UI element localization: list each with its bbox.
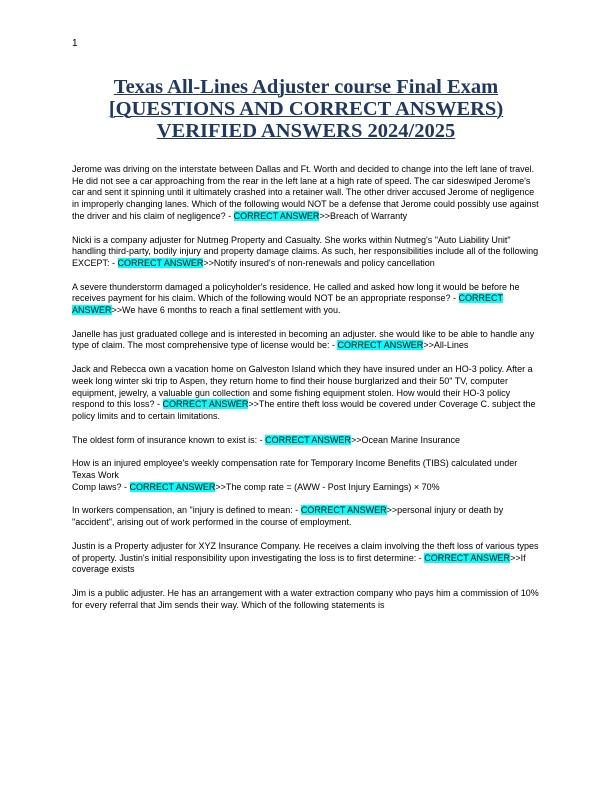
- correct-answer-marker: CORRECT ANSWER: [117, 257, 204, 268]
- page-number: 1: [72, 38, 78, 49]
- answer-text: >>Ocean Marine Insurance: [350, 434, 461, 445]
- question-text: Jack and Rebecca own a vacation home on Galveston Island which they have insured under an HO-3 policy. After a week long winter ski trip to Aspen, they return home to find their house burglarized and their 50" TV, computer equipment, jewelry, a valuable gun collection and some fishing equipment stolen. How would their HO-3 policy respond to this loss? -: [72, 364, 533, 410]
- qa-item-8: [72, 505, 540, 528]
- correct-answer-marker: CORRECT ANSWER: [72, 293, 504, 316]
- question-text: How is an injured employee's weekly compensation rate for Temporary Income Benefits (TIBS) calculated under Texas Work Comp laws? -: [72, 458, 518, 492]
- question-text: Justin is a Property adjuster for XYZ Insurance Company. He receives a claim involving the theft loss of various types of property. Justin's initial responsibility upon investigating the loss is to first determine: -: [72, 540, 539, 563]
- answer-text: >>Breach of Warranty: [319, 210, 408, 221]
- correct-answer-marker: CORRECT ANSWER: [424, 552, 511, 563]
- question-text: A severe thunderstorm damaged a policyholder's residence. He called and asked how long it would be before he receives payment for his claim. Which of the following would NOT be an appropriate response? -: [72, 281, 520, 304]
- qa-item-7: [72, 458, 540, 493]
- qa-item-3: [72, 282, 540, 317]
- qa-item-2: [72, 235, 540, 270]
- title-line-1: Texas All-Lines Adjuster course Final Exam: [113, 76, 499, 98]
- answer-text: >>The entire theft loss would be covered under Coverage C. subject the policy limits and to certain limitations.: [72, 399, 536, 421]
- answer-text: >>We have 6 months to reach a final settlement with you.: [111, 305, 341, 316]
- question-text: Nicki is a company adjuster for Nutmeg Property and Casualty. She works within Nutmeg's "Auto Liability Unit" handling third-party, bodily injury and property damage claims. As such, her responsibilities include all of the following EXCEPT: -: [72, 234, 539, 268]
- answer-text: >>If coverage exists: [72, 552, 526, 575]
- qa-item-5: [72, 364, 540, 423]
- correct-answer-marker: CORRECT ANSWER: [300, 505, 387, 516]
- correct-answer-marker: CORRECT ANSWER: [129, 481, 216, 492]
- qa-item-4: [72, 329, 540, 352]
- qa-item-1: [72, 164, 540, 223]
- qa-item-10: [72, 588, 540, 611]
- question-text: Janelle has just graduated college and is interested in becoming an adjuster. she would like to be able to handle any type of claim. The most comprehensive type of license would be: -: [72, 328, 535, 351]
- correct-answer-marker: CORRECT ANSWER: [265, 434, 351, 445]
- answer-text: >>All-Lines: [423, 340, 469, 351]
- answer-text: >>Notify insured's of non-renewals and policy cancellation: [203, 257, 435, 268]
- qa-item-9: [72, 541, 540, 576]
- question-text: Jim is a public adjuster. He has an arrangement with a water extraction company who pays him a commission of 10% for every referral that Jim sends their way. Which of the following statements is: [72, 587, 539, 610]
- question-text: In workers compensation, an "injury is defined to mean: -: [72, 505, 301, 516]
- document-title: [72, 76, 540, 142]
- correct-answer-marker: CORRECT ANSWER: [162, 399, 249, 410]
- qa-item-6: [72, 435, 540, 447]
- correct-answer-marker: CORRECT ANSWER: [233, 210, 320, 221]
- correct-answer-marker: CORRECT ANSWER: [337, 340, 424, 351]
- answer-text: >>personal injury or death by "accident", arising out of work performed in the course of employment.: [72, 505, 504, 528]
- title-line-2: [QUESTIONS AND CORRECT ANSWERS): [108, 98, 504, 120]
- answer-text: >>The comp rate = (AWW - Post Injury Earnings) × 70%: [215, 481, 440, 492]
- question-text: The oldest form of insurance known to exist is: -: [72, 434, 266, 445]
- title-line-3: VERIFIED ANSWERS 2024/2025: [156, 120, 456, 142]
- question-text: Jerome was driving on the interstate between Dallas and Ft. Worth and decided to change into the left lane of travel. He did not see a car approaching from the rear in the left lane at a high rate of speed. The car sideswiped Jerome's car and sent it spinning until it ultimately crashed into a retainer wall. The other driver accused Jerome of negligence in improperly changing lanes. Which of the following would NOT be a defense that Jerome could possibly use against the driver and his claim of negligence? -: [72, 164, 539, 221]
- question-list: [72, 164, 540, 623]
